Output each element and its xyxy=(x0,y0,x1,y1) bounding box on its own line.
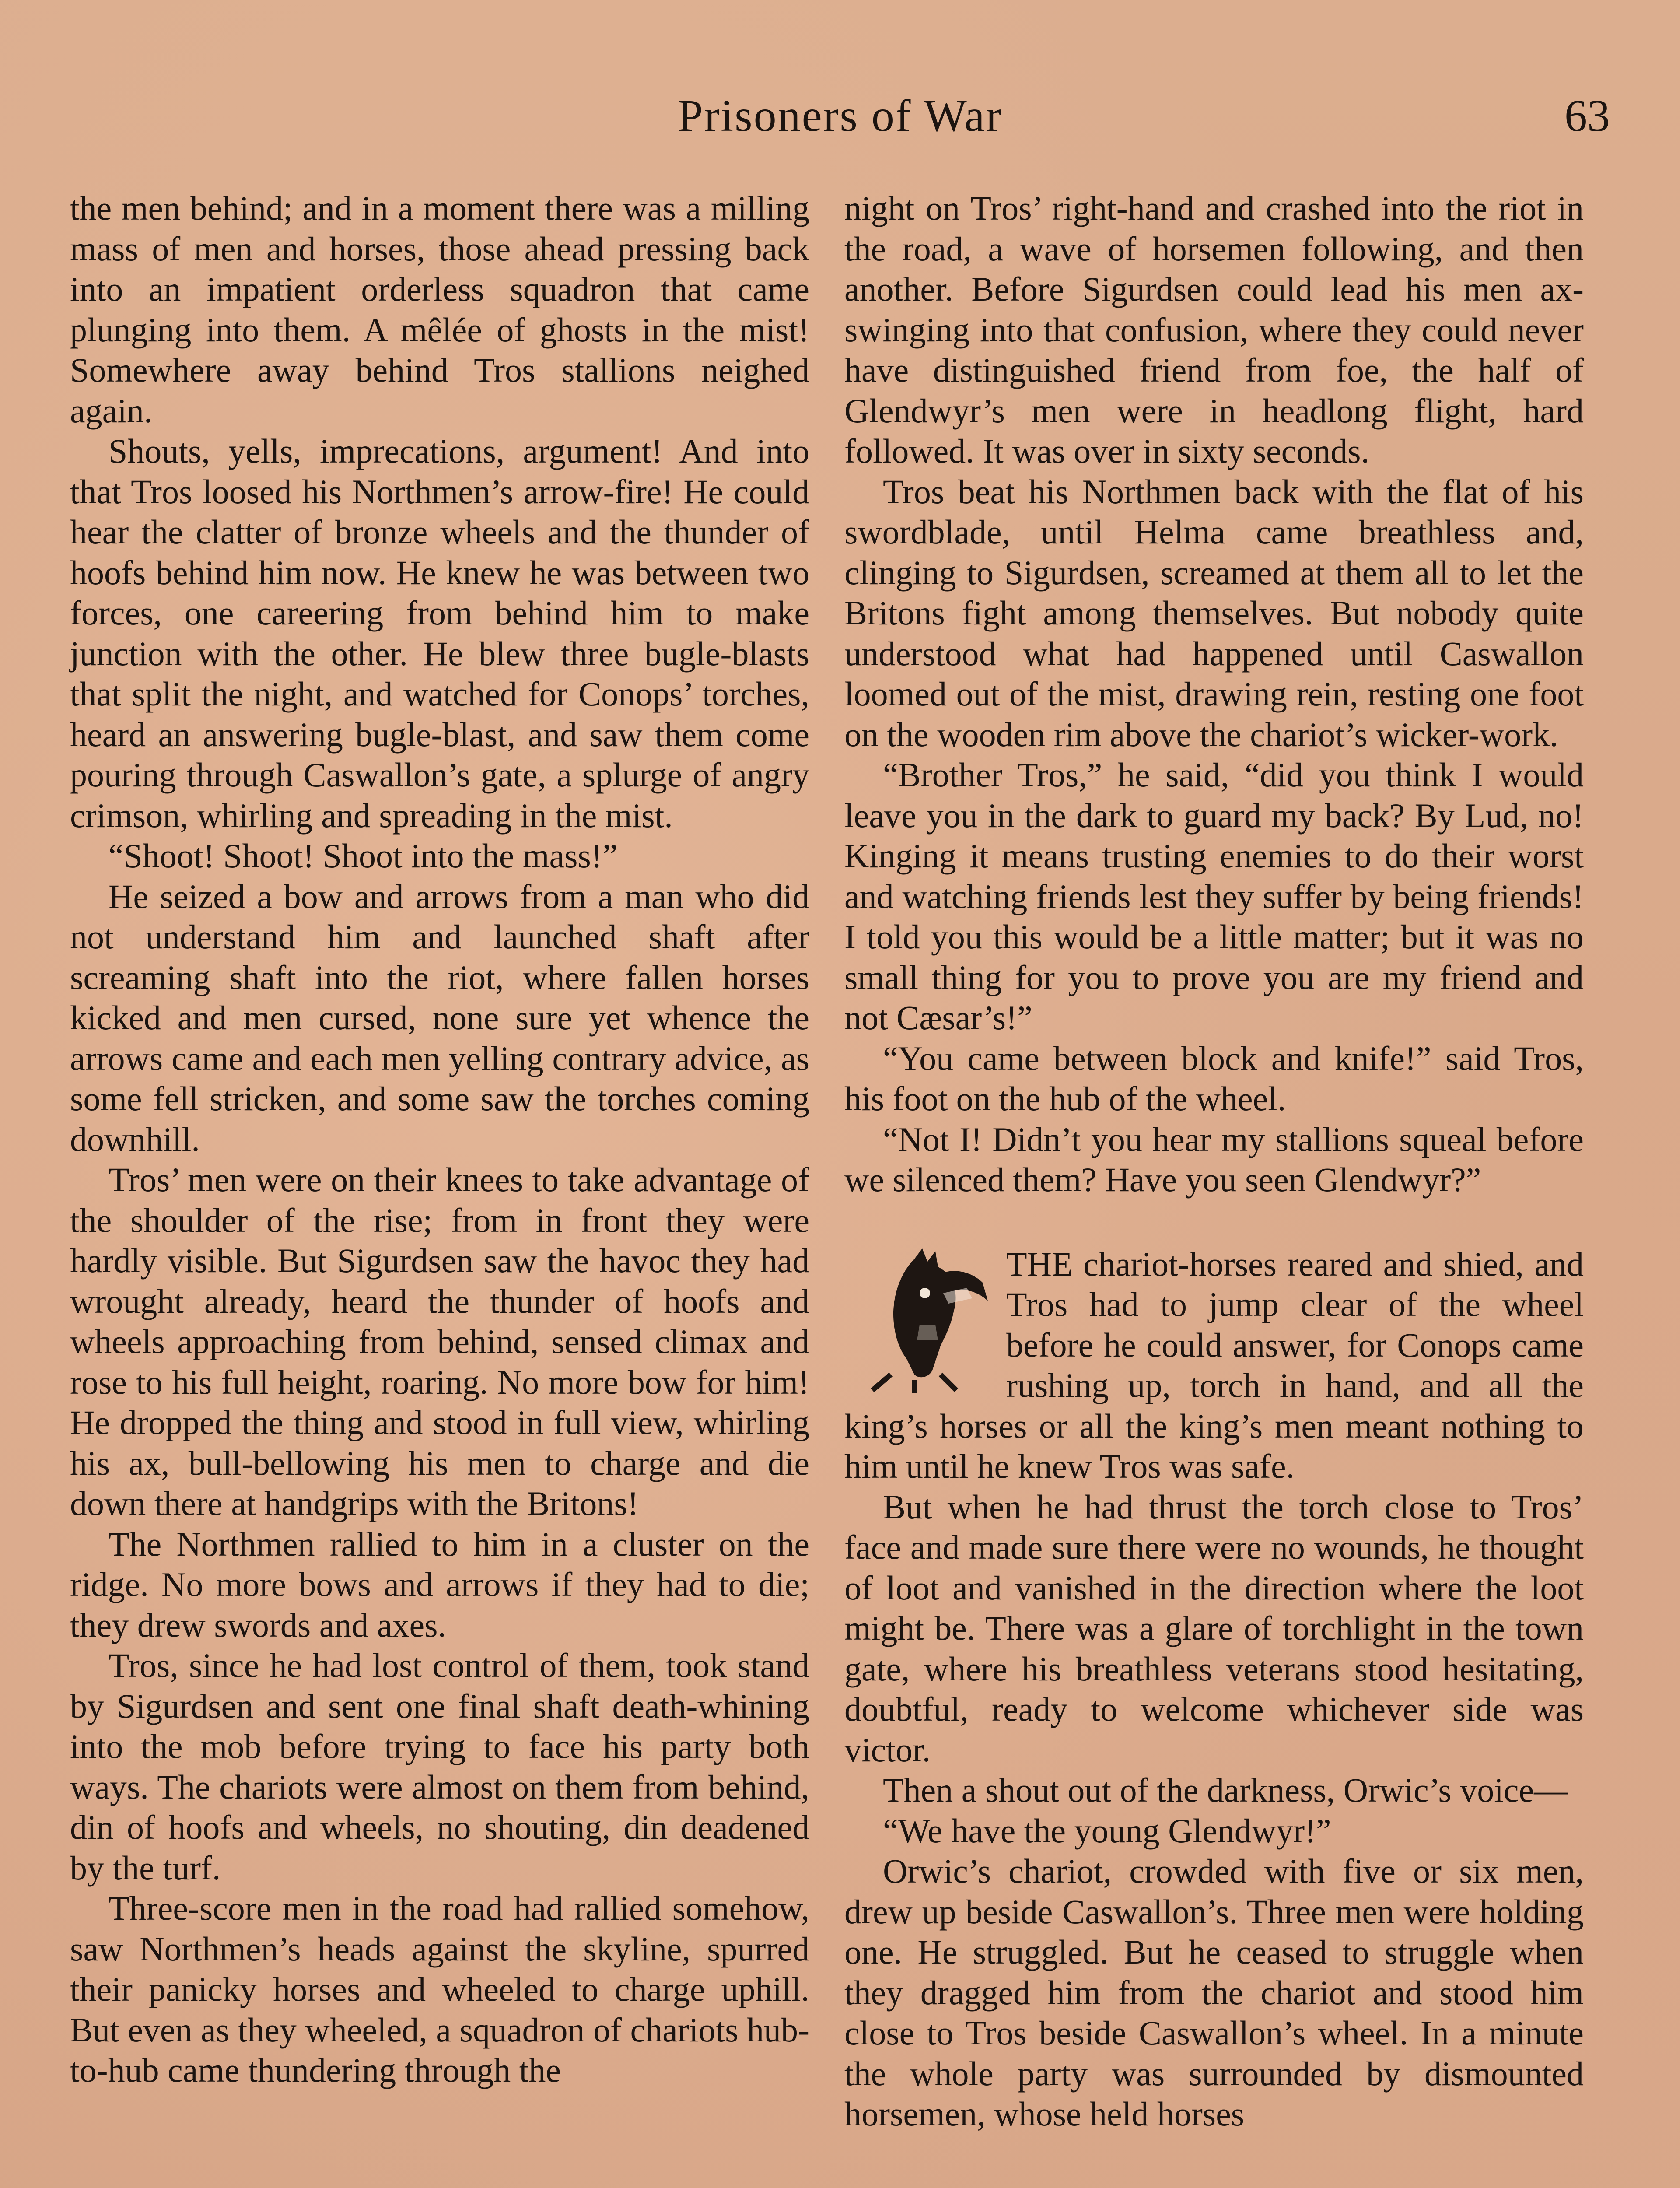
section-opening xyxy=(844,1244,1584,1487)
paragraph: He seized a bow and arrows from a man who did not understand him and launched shaft after screaming shaft into the riot, where fallen horses kicked and men cursed, none sure yet whence the arrows came and each men yelling contrary advice, as some fell stricken, and some saw the torches coming downhill. xyxy=(70,877,809,1158)
paragraph: Tros, since he had lost control of them, took stand by Sigurdsen and sent one final shaft death-whining into the mob before trying to face his party both ways. The chariots were almost on them from behind, din of hoofs and wheels, no shouting, din deadened by the turf. xyxy=(70,1646,809,1887)
paragraph: Then a shout out of the darkness, Orwic’s voice— xyxy=(883,1771,1568,1809)
paragraph: “Brother Tros,” he said, “did you think I would leave you in the dark to guard my back? By Lud, no! Kinging it means trusting enemies to do their worst and watching friends lest they suffer by being friends! I told you this would be a little matter; but it was no small thing for you to prove you are my friend and not Cæsar’s!” xyxy=(844,756,1584,1037)
paragraph: “Not I! Didn’t you hear my stallions squeal before we silenced them? Have you seen Glendwyr?” xyxy=(844,1120,1584,1199)
dropcap-paragraph: THE chariot-horses reared and shied, and Tros had to jump clear of the wheel before he could answer, for Conops came rushing up, torch in hand, and all the king’s horses or all the king’s men meant nothing to him until he knew Tros was safe. xyxy=(844,1245,1584,1485)
page-number: 63 xyxy=(1564,91,1610,141)
horse-head-icon xyxy=(862,1248,993,1393)
paragraph: “We have the young Glendwyr!” xyxy=(883,1811,1331,1850)
page-header xyxy=(70,88,1610,144)
paragraph: night on Tros’ right-hand and crashed into the riot in the road, a wave of horsemen following, and then another. Before Sigurdsen could lead his men ax-swinging into that confusion, where they could never have distinguished friend from foe, the half of Glendwyr’s men were in headlong flight, hard followed. It was over in sixty seconds. xyxy=(844,189,1584,470)
paragraph: Orwic’s chariot, crowded with five or six men, drew up beside Caswallon’s. Three men were holding one. He struggled. But he ceased to struggle when they dragged him from the chariot and stood him close to Tros beside Caswallon’s wheel. In a minute the whole party was surrounded by dismounted horsemen, whose held horses xyxy=(844,1852,1584,2133)
paragraph: “Shoot! Shoot! Shoot into the mass!” xyxy=(108,837,618,875)
paragraph: Tros beat his Northmen back with the flat of his swordblade, until Helma came breathless and, clinging to Sigurdsen, screamed at them all to let the Britons fight among themselves. But nobody quite understood what had happened until Caswallon loomed out of the mist, drawing rein, resting one foot on the wooden rim above the chariot’s wicker-work. xyxy=(844,472,1584,754)
left-column xyxy=(70,188,809,2135)
paragraph: “You came between block and knife!” said Tros, his foot on the hub of the wheel. xyxy=(844,1039,1584,1118)
paragraph: Shouts, yells, imprecations, argument! And into that Tros loosed his Northmen’s arrow-fire! He could hear the clatter of bronze wheels and the thunder of hoofs behind him now. He knew he was between two forces, one careering from behind him to make junction with the other. He blew three bugle-blasts that split the night, and watched for Conops’ torches, heard an answering bugle-blast, and saw them come pouring through Caswallon’s gate, a splurge of angry crimson, whirling and spreading in the mist. xyxy=(70,432,809,835)
paragraph: the men behind; and in a moment there was a milling mass of men and horses, those ahead pressing back into an impatient orderless squadron that came plunging into them. A mêlée of ghosts in the mist! Somewhere away behind Tros stallions neighed again. xyxy=(70,189,809,430)
paragraph: But when he had thrust the torch close to Tros’ face and made sure there were no wounds, he thought of loot and vanished in the direction where the loot might be. There was a glare of torchlight in the town gate, where his breathless veterans stood hesitating, doubtful, ready to welcome whichever side was victor. xyxy=(844,1487,1584,1769)
paragraph: The Northmen rallied to him in a cluster on the ridge. No more bows and arrows if they had to die; they drew swords and axes. xyxy=(70,1525,809,1644)
paragraph: Tros’ men were on their knees to take advantage of the shoulder of the rise; from in front they were hardly visible. But Sigurdsen saw the havoc they had wrought already, heard the thunder of hoofs and wheels approaching from behind, sensed climax and rose to his full height, roaring. No more bow for him! He dropped the thing and stood in full view, whirling his ax, bull-bellowing his men to charge and die down there at handgrips with the Britons! xyxy=(70,1161,809,1522)
paragraph: Three-score men in the road had rallied somehow, saw Northmen’s heads against the skyline, spurred their panicky horses and wheeled to charge uphill. But even as they wheeled, a squadron of chariots hub-to-hub came thundering through the xyxy=(70,1889,809,2089)
running-title: Prisoners of War xyxy=(677,91,1003,141)
right-column xyxy=(844,188,1584,2135)
text-columns xyxy=(70,188,1584,2135)
